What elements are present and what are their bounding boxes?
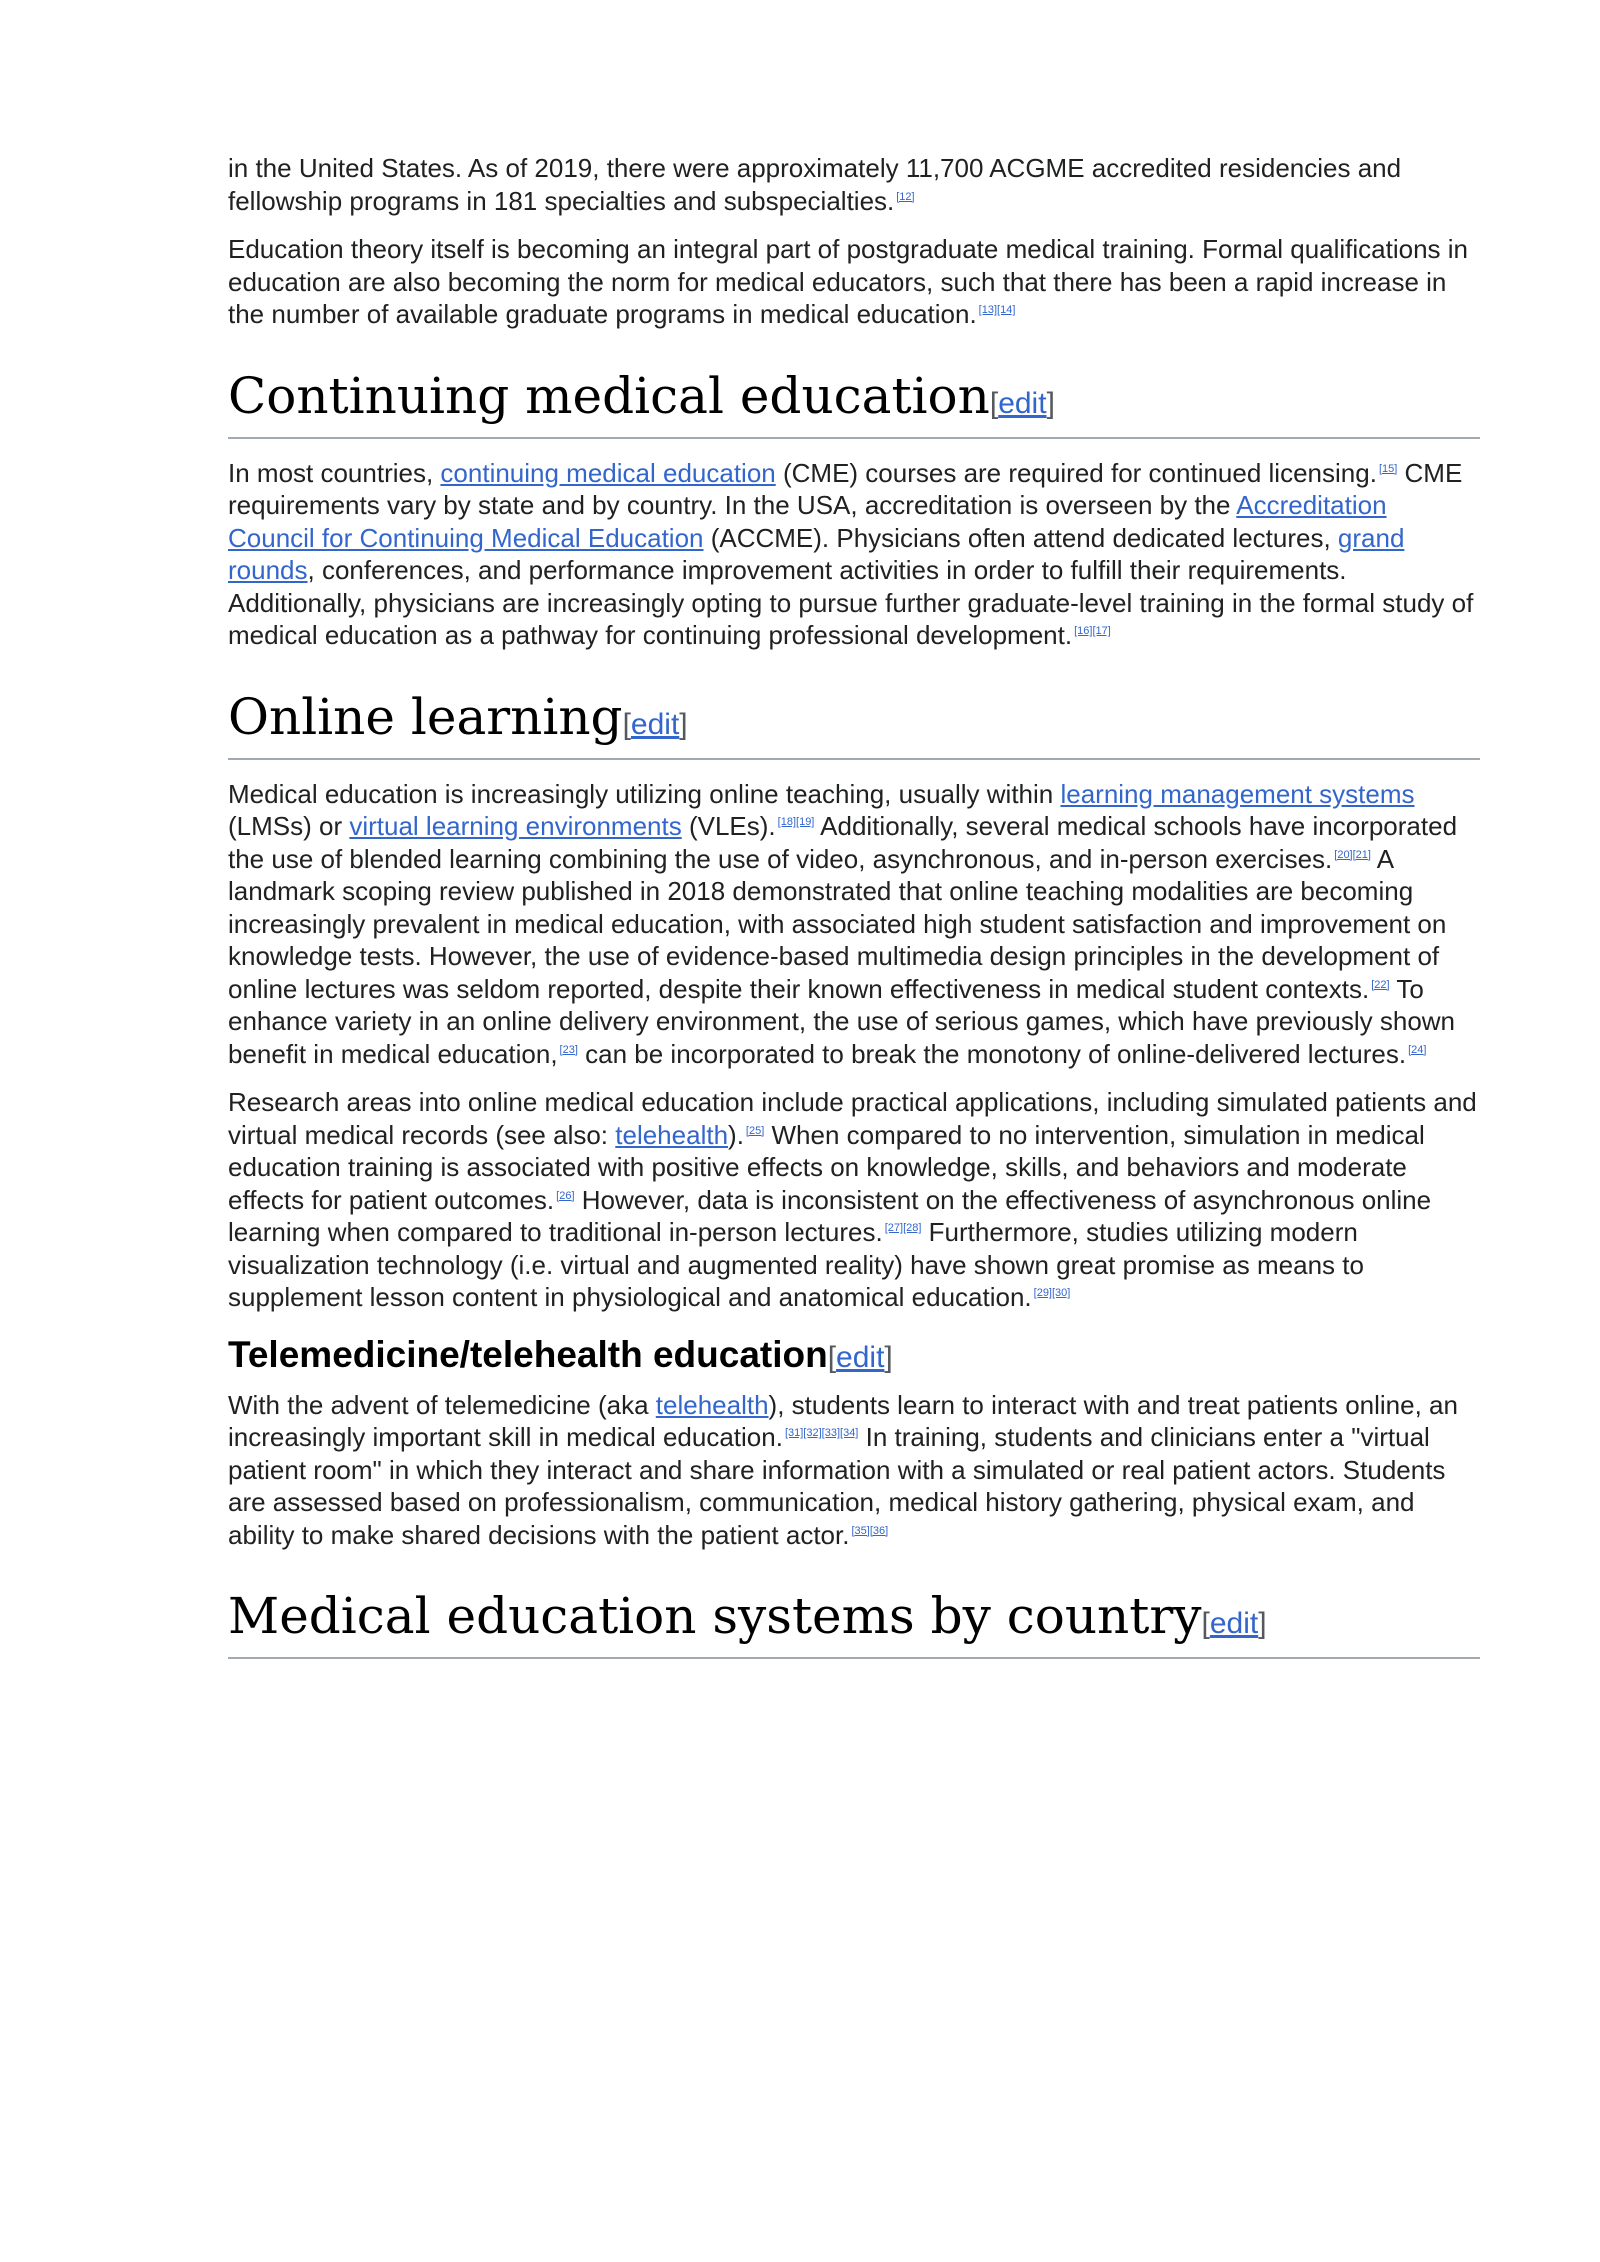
bracket: ] [884, 1340, 893, 1374]
paragraph-text: (VLEs). [681, 811, 776, 841]
paragraph-cme [228, 457, 1480, 652]
bracket: [ [1201, 1607, 1210, 1640]
paragraph-text: can be incorporated to break the monotony of online-delivered lectures. [577, 1038, 1407, 1069]
paragraph-text: With the advent of telemedicine (aka [228, 1389, 656, 1420]
section-heading-cme [228, 365, 1480, 439]
bracket: [ [827, 1340, 837, 1374]
citation-link[interactable]: [29] [1033, 1287, 1052, 1300]
edit-section [990, 387, 1055, 420]
paragraph-text: A landmark scoping review published in 2018 demonstrated that online teaching modalities are becoming increasingly prevalent in medical education, with associated high student satisfaction and improvement on knowledge tests. However, the use of evidence-based multimedia design principles in the development of online lectures was seldom reported, despite their known effectiveness in medical student contexts. [228, 843, 1447, 1004]
paragraph-text: To enhance variety in an online delivery environment, the use of serious games, which have previously shown benefit in medical education, [228, 973, 1456, 1069]
citation-link[interactable]: [28] [903, 1222, 922, 1235]
link-virtual-learning-environments[interactable]: virtual learning environments [349, 811, 682, 841]
section-heading-by-country [228, 1585, 1480, 1659]
citation-link[interactable]: [16] [1074, 625, 1093, 638]
citation-link[interactable]: [27] [884, 1222, 904, 1235]
citation-link[interactable]: [25] [745, 1124, 765, 1137]
heading-text: Continuing medical education [228, 366, 990, 425]
citation-link[interactable]: [30] [1052, 1287, 1071, 1300]
link-learning-management-systems[interactable]: learning management systems [1060, 778, 1415, 809]
citation-link[interactable]: [12] [896, 190, 915, 203]
citation-ref[interactable] [851, 1525, 888, 1537]
heading-text: Medical education systems by country [228, 1587, 1202, 1645]
citation-link[interactable]: [15] [1378, 462, 1398, 475]
citation-link[interactable]: [22] [1371, 978, 1390, 991]
link-grand-rounds[interactable]: grand rounds [228, 522, 1405, 585]
citation-link[interactable]: [31] [784, 1427, 804, 1440]
paragraph-text: Medical education is increasingly utilizing online teaching, usually within [228, 778, 1061, 809]
paragraph-text: ). [728, 1119, 744, 1150]
section-heading-online-learning [228, 686, 1480, 760]
edit-link[interactable]: edit [630, 707, 680, 741]
paragraph-acgme [228, 152, 1480, 217]
edit-section [828, 1341, 893, 1374]
paragraph-text: Research areas into online medical education include practical applications, including simulated patients and virtual medical records (see also: [228, 1087, 1477, 1150]
citation-link[interactable]: [19] [796, 816, 815, 829]
edit-section [1202, 1607, 1267, 1640]
citation-link[interactable]: [23] [559, 1043, 578, 1056]
heading-text: Online learning [228, 687, 623, 746]
citation-link[interactable]: [26] [556, 1189, 575, 1202]
citation-link[interactable]: [36] [869, 1524, 889, 1537]
link-telehealth[interactable]: telehealth [655, 1389, 769, 1420]
citation-ref[interactable] [1074, 625, 1111, 637]
paragraph-text: in the United States. As of 2019, there were approximately 11,700 ACGME accredited residencies and fellowship programs in 181 specialties and subspecialties. [228, 153, 1402, 216]
bracket: ] [1046, 386, 1055, 420]
citation-ref[interactable] [560, 1044, 578, 1056]
citation-link[interactable]: [13] [978, 304, 998, 317]
paragraph-telemedicine [228, 1389, 1480, 1552]
citation-link[interactable]: [14] [997, 304, 1016, 317]
bracket: ] [1258, 1607, 1267, 1640]
edit-link[interactable]: edit [836, 1340, 885, 1374]
citation-link[interactable]: [20] [1334, 848, 1353, 861]
paragraph-text: (CME) courses are required for continued licensing. [775, 457, 1377, 488]
paragraph-text: However, data is inconsistent on the effectiveness of asynchronous online learning when compared to traditional in-person lectures. [228, 1184, 1432, 1247]
paragraph-online-2 [228, 1086, 1480, 1314]
citation-ref[interactable] [1408, 1044, 1426, 1056]
citation-link[interactable]: [34] [840, 1427, 859, 1440]
paragraph-text: Additionally, several medical schools have incorporated the use of blended learning combining the use of video, asynchronous, and in-person exercises. [228, 811, 1458, 874]
citation-ref[interactable] [1371, 979, 1389, 991]
paragraph-text: , conferences, and performance improvement activities in order to fulfill their requirements. Additionally, physicians are increasingly opting to pursue further graduate-level training in the formal study of medical education as a pathway for continuing professional development. [228, 555, 1474, 650]
edit-section [623, 708, 688, 741]
link-telehealth[interactable]: telehealth [615, 1119, 729, 1150]
citation-ref[interactable] [785, 1427, 858, 1439]
paragraph-text: (LMSs) or [228, 811, 350, 841]
citation-link[interactable]: [24] [1408, 1043, 1427, 1056]
bracket: [ [989, 386, 999, 420]
paragraph-text: When compared to no intervention, simulation in medical education training is associated with positive effects on knowledge, skills, and behaviors and moderate effects for patient outcomes. [228, 1119, 1425, 1215]
citation-link[interactable]: [18] [777, 816, 797, 829]
paragraph-education-theory [228, 233, 1480, 331]
citation-ref[interactable] [778, 816, 815, 828]
edit-link[interactable]: edit [1209, 1607, 1259, 1640]
subsection-heading-telemedicine [228, 1332, 1480, 1381]
link-accme[interactable]: Accreditation Council for Continuing Medical Education [228, 490, 1387, 553]
bracket: [ [622, 707, 631, 741]
citation-ref[interactable] [1379, 463, 1397, 475]
bracket: ] [679, 707, 688, 741]
paragraph-text: ), students learn to interact with and treat patients online, an increasingly important skill in medical education. [228, 1389, 1458, 1452]
paragraph-text: In most countries, [228, 457, 441, 488]
paragraph-text: CME requirements vary by state and by country. In the USA, accreditation is overseen by the [228, 457, 1463, 520]
citation-link[interactable]: [17] [1092, 625, 1111, 638]
paragraph-text: Education theory itself is becoming an integral part of postgraduate medical training. Formal qualifications in education are also becoming the norm for medical educators, such that there has been a rapid increase in the number of available graduate programs in medical education. [228, 234, 1469, 329]
paragraph-text: In training, students and clinicians enter a "virtual patient room" in which they interact and share information with a simulated or real patient actors. Students are assessed based on professionalism, communication, medical history gathering, physical exam, and ability to make shared decisions with the patient actor. [228, 1422, 1446, 1550]
citation-ref[interactable] [896, 191, 914, 203]
citation-ref[interactable] [1034, 1287, 1071, 1299]
citation-link[interactable]: [21] [1352, 848, 1371, 861]
heading-text: Telemedicine/telehealth education [228, 1333, 828, 1375]
article-content [228, 152, 1480, 1677]
link-continuing-medical-education[interactable]: continuing medical education [440, 457, 776, 488]
edit-link[interactable]: edit [998, 386, 1047, 420]
citation-ref[interactable] [556, 1190, 574, 1202]
citation-ref[interactable] [1334, 849, 1371, 861]
paragraph-online-1 [228, 778, 1480, 1071]
citation-ref[interactable] [885, 1222, 922, 1234]
citation-link[interactable]: [35] [851, 1524, 870, 1537]
citation-ref[interactable] [746, 1125, 764, 1137]
citation-ref[interactable] [979, 304, 1016, 316]
citation-link[interactable]: [33] [821, 1427, 841, 1440]
paragraph-text: Furthermore, studies utilizing modern visualization technology (i.e. virtual and augmented reality) have shown great promise as means to supplement lesson content in physiological and anatomical education. [228, 1217, 1364, 1312]
paragraph-text: (ACCME). Physicians often attend dedicated lectures, [703, 522, 1338, 553]
citation-link[interactable]: [32] [803, 1427, 822, 1440]
